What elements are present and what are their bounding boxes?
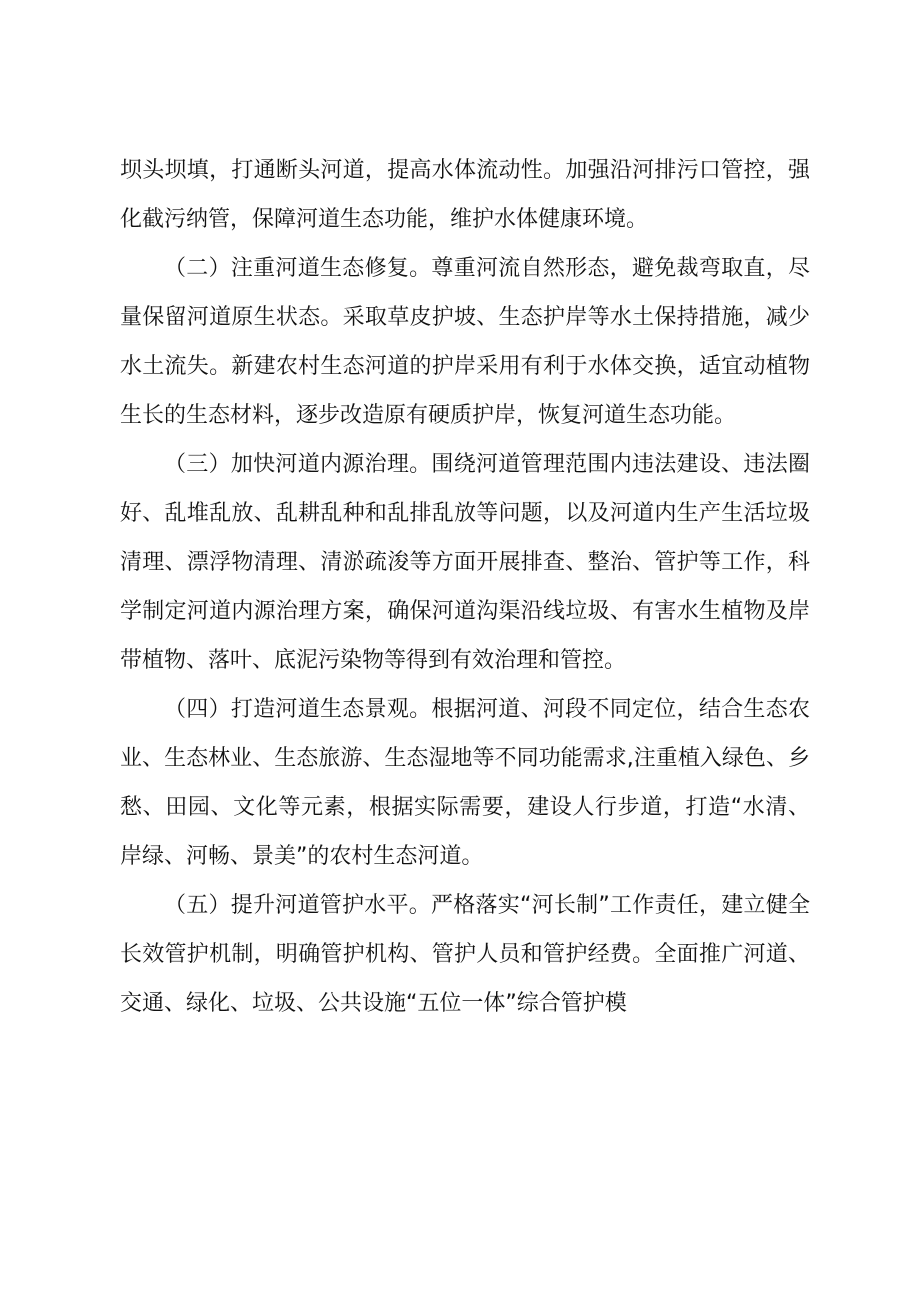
paragraph-section-4: （四）打造河道生态景观。根据河道、河段不同定位，结合生态农业、生态林业、生态旅游、生态湿地等不同功能需求,注重植入绿色、乡愁、田园、文化等元素，根据实际需要，建设人行步道，打造“水清、岸绿、河畅、景美”的农村生态河道。 bbox=[120, 697, 810, 869]
paragraph-section-3: （三）加快河道内源治理。围绕河道管理范围内违法建设、违法圈好、乱堆乱放、乱耕乱种和乱排乱放等问题，以及河道内生产生活垃圾清理、漂浮物清理、清淤疏浚等方面开展排查、整治、管护等工作，科学制定河道内源治理方案，确保河道沟渠沿线垃圾、有害水生植物及岸带植物、落叶、底泥污染物等得到有效治理和管控。 bbox=[120, 452, 810, 673]
paragraph-section-5: （五）提升河道管护水平。严格落实“河长制”工作责任，建立健全长效管护机制，明确管护机构、管护人员和管护经费。全面推广河道、交通、绿化、垃圾、公共设施“五位一体”综合管护模 bbox=[120, 893, 810, 1016]
paragraph-continuation: 坝头坝填，打通断头河道，提高水体流动性。加强沿河排污口管控，强化截污纳管，保障河道生态功能，维护水体健康环境。 bbox=[120, 158, 810, 232]
document-body bbox=[120, 146, 810, 1028]
paragraph-section-2: （二）注重河道生态修复。尊重河流自然形态，避免裁弯取直，尽量保留河道原生状态。采取草皮护坡、生态护岸等水土保持措施，减少水土流失。新建农村生态河道的护岸采用有利于水体交换，适宜动植物生长的生态材料，逐步改造原有硬质护岸，恢复河道生态功能。 bbox=[120, 256, 810, 428]
